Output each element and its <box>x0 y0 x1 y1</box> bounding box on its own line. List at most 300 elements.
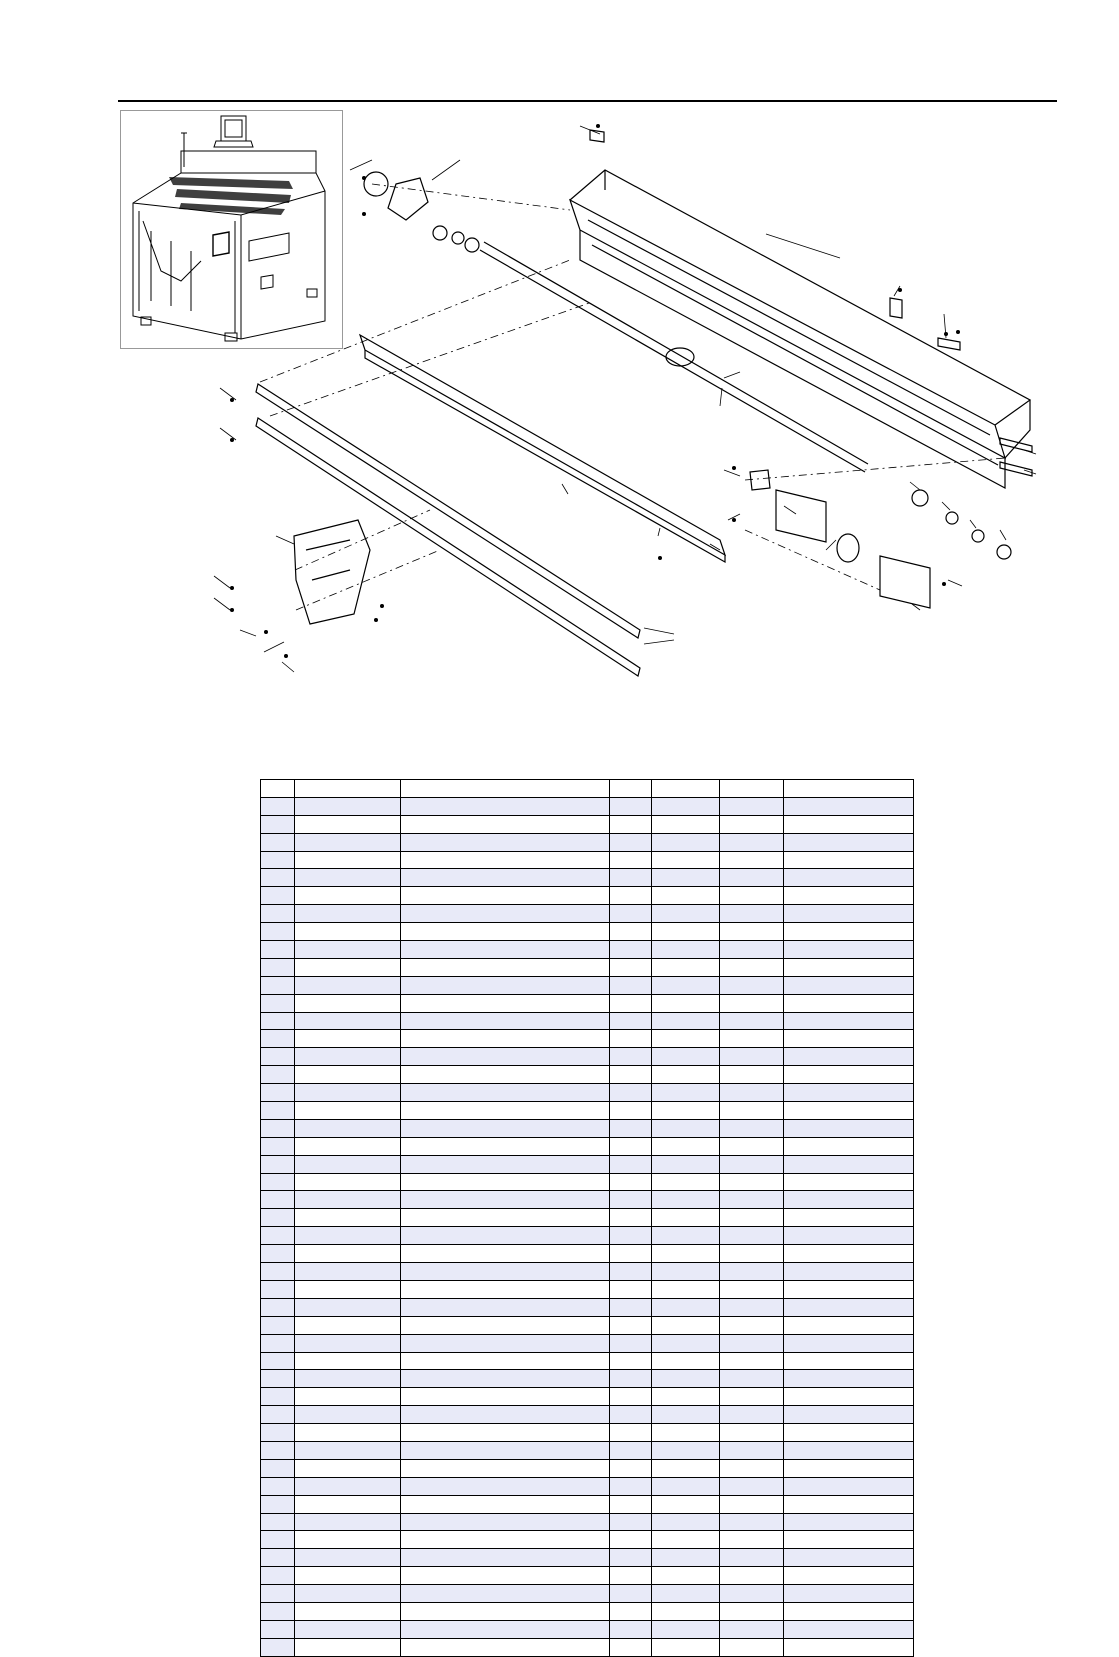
table-cell <box>720 923 784 941</box>
table-cell <box>720 1227 784 1245</box>
table-cell <box>720 1048 784 1066</box>
table-cell <box>652 1334 720 1352</box>
table-cell <box>295 1531 401 1549</box>
table-cell <box>720 1316 784 1334</box>
table-cell <box>610 1263 652 1281</box>
table-cell <box>295 1245 401 1263</box>
table-cell <box>261 1441 295 1459</box>
table-cell <box>610 1084 652 1102</box>
table-cell <box>784 994 914 1012</box>
table-cell <box>401 869 610 887</box>
table-cell <box>295 976 401 994</box>
table-cell <box>261 958 295 976</box>
table-cell <box>610 833 652 851</box>
table-cell <box>401 1602 610 1620</box>
table-cell <box>261 1585 295 1603</box>
table-cell <box>784 1602 914 1620</box>
table-cell <box>401 1441 610 1459</box>
table-cell <box>295 1513 401 1531</box>
table-row <box>261 1424 914 1442</box>
table-cell <box>261 1245 295 1263</box>
table-cell <box>784 1119 914 1137</box>
table-cell <box>652 1084 720 1102</box>
table-cell <box>720 1388 784 1406</box>
table-cell <box>401 1245 610 1263</box>
table-cell <box>295 1549 401 1567</box>
table-cell <box>401 887 610 905</box>
table-cell <box>784 923 914 941</box>
table-row <box>261 1441 914 1459</box>
column-header <box>652 780 720 798</box>
table-cell <box>784 833 914 851</box>
table-cell <box>401 1173 610 1191</box>
table-cell <box>652 1191 720 1209</box>
table-cell <box>401 1012 610 1030</box>
table-cell <box>720 1531 784 1549</box>
table-cell <box>720 994 784 1012</box>
table-row <box>261 1585 914 1603</box>
table-cell <box>784 1191 914 1209</box>
table-cell <box>720 1370 784 1388</box>
table-cell <box>610 797 652 815</box>
table-cell <box>720 1245 784 1263</box>
table-cell <box>295 1280 401 1298</box>
table-cell <box>295 887 401 905</box>
table-cell <box>652 1441 720 1459</box>
table-cell <box>784 1513 914 1531</box>
table-cell <box>652 941 720 959</box>
table-row <box>261 1030 914 1048</box>
table-cell <box>401 815 610 833</box>
table-cell <box>784 1137 914 1155</box>
table-cell <box>784 1567 914 1585</box>
table-row <box>261 815 914 833</box>
table-cell <box>784 1424 914 1442</box>
table-cell <box>261 1048 295 1066</box>
table-cell <box>652 1298 720 1316</box>
table-cell <box>401 1263 610 1281</box>
table-cell <box>261 1173 295 1191</box>
table-cell <box>652 1102 720 1120</box>
table-cell <box>295 1585 401 1603</box>
table-cell <box>610 1495 652 1513</box>
table-cell <box>652 958 720 976</box>
table-cell <box>295 1155 401 1173</box>
table-cell <box>652 1048 720 1066</box>
table-row <box>261 1352 914 1370</box>
table-cell <box>295 1441 401 1459</box>
table-cell <box>610 1459 652 1477</box>
table-cell <box>610 1602 652 1620</box>
table-cell <box>295 1459 401 1477</box>
table-cell <box>720 1352 784 1370</box>
table-cell <box>652 1638 720 1656</box>
table-cell <box>784 797 914 815</box>
column-header <box>295 780 401 798</box>
table-cell <box>261 1370 295 1388</box>
table-cell <box>610 923 652 941</box>
table-cell <box>610 1280 652 1298</box>
table-cell <box>610 1441 652 1459</box>
table-cell <box>401 1030 610 1048</box>
table-cell <box>401 1119 610 1137</box>
table-cell <box>261 976 295 994</box>
table-cell <box>652 869 720 887</box>
table-cell <box>652 1406 720 1424</box>
table-cell <box>295 1263 401 1281</box>
table-row <box>261 869 914 887</box>
table-cell <box>261 923 295 941</box>
table-cell <box>720 1567 784 1585</box>
column-header <box>261 780 295 798</box>
table-cell <box>652 1513 720 1531</box>
table-cell <box>720 1334 784 1352</box>
table-cell <box>610 1352 652 1370</box>
table-cell <box>401 976 610 994</box>
table-row <box>261 905 914 923</box>
table-cell <box>610 1585 652 1603</box>
table-cell <box>720 1084 784 1102</box>
table-row <box>261 1119 914 1137</box>
table-cell <box>261 1477 295 1495</box>
table-cell <box>295 1137 401 1155</box>
table-cell <box>784 1316 914 1334</box>
table-row <box>261 1280 914 1298</box>
table-cell <box>652 923 720 941</box>
table-cell <box>401 833 610 851</box>
table-row <box>261 923 914 941</box>
table-cell <box>401 1531 610 1549</box>
table-cell <box>610 1334 652 1352</box>
table-cell <box>784 1388 914 1406</box>
table-cell <box>652 1227 720 1245</box>
table-cell <box>261 1263 295 1281</box>
table-row <box>261 1549 914 1567</box>
table-cell <box>784 958 914 976</box>
table-cell <box>784 1263 914 1281</box>
table-cell <box>261 1334 295 1352</box>
table-cell <box>401 797 610 815</box>
table-cell <box>295 1012 401 1030</box>
table-cell <box>295 833 401 851</box>
table-cell <box>401 1477 610 1495</box>
table-cell <box>295 923 401 941</box>
table-cell <box>610 1298 652 1316</box>
table-cell <box>295 1388 401 1406</box>
table-cell <box>720 1263 784 1281</box>
table-cell <box>720 1620 784 1638</box>
column-header <box>784 780 914 798</box>
table-cell <box>295 1209 401 1227</box>
table-cell <box>610 1370 652 1388</box>
table-cell <box>401 1084 610 1102</box>
table-cell <box>610 1620 652 1638</box>
table-cell <box>652 815 720 833</box>
table-cell <box>295 1048 401 1066</box>
table-row <box>261 1263 914 1281</box>
table-cell <box>401 1459 610 1477</box>
table-cell <box>401 1495 610 1513</box>
table-cell <box>295 1102 401 1120</box>
table-cell <box>401 1209 610 1227</box>
table-cell <box>295 1424 401 1442</box>
table-cell <box>610 1012 652 1030</box>
table-cell <box>261 1388 295 1406</box>
table-cell <box>784 851 914 869</box>
table-cell <box>261 1137 295 1155</box>
header-rule <box>118 100 1057 102</box>
table-cell <box>261 1316 295 1334</box>
table-cell <box>261 1030 295 1048</box>
table-row <box>261 1155 914 1173</box>
table-cell <box>720 1585 784 1603</box>
table-cell <box>784 1352 914 1370</box>
table-cell <box>261 1620 295 1638</box>
table-cell <box>261 1119 295 1137</box>
table-cell <box>261 1567 295 1585</box>
table-cell <box>720 1406 784 1424</box>
table-cell <box>261 815 295 833</box>
table-cell <box>784 1012 914 1030</box>
table-row <box>261 958 914 976</box>
table-cell <box>784 1370 914 1388</box>
table-cell <box>610 1191 652 1209</box>
table-cell <box>652 1173 720 1191</box>
table-cell <box>652 851 720 869</box>
table-cell <box>720 1191 784 1209</box>
table-cell <box>720 976 784 994</box>
table-cell <box>610 1477 652 1495</box>
table-cell <box>720 1638 784 1656</box>
table-cell <box>295 994 401 1012</box>
table-cell <box>261 1298 295 1316</box>
table-cell <box>784 1585 914 1603</box>
table-cell <box>652 905 720 923</box>
table-cell <box>720 905 784 923</box>
table-cell <box>261 1424 295 1442</box>
table-cell <box>401 1298 610 1316</box>
table-cell <box>401 1352 610 1370</box>
column-header <box>401 780 610 798</box>
table-cell <box>784 1227 914 1245</box>
table-cell <box>295 1638 401 1656</box>
table-cell <box>784 1531 914 1549</box>
table-cell <box>652 887 720 905</box>
table-cell <box>401 1567 610 1585</box>
table-cell <box>261 1102 295 1120</box>
table-cell <box>720 1549 784 1567</box>
table-cell <box>295 1602 401 1620</box>
table-cell <box>401 905 610 923</box>
table-cell <box>610 976 652 994</box>
table-cell <box>295 1477 401 1495</box>
table-cell <box>652 1620 720 1638</box>
table-row <box>261 1531 914 1549</box>
table-cell <box>401 1513 610 1531</box>
table-cell <box>720 1102 784 1120</box>
table-cell <box>784 1155 914 1173</box>
table-cell <box>720 1012 784 1030</box>
table-cell <box>652 1477 720 1495</box>
table-row <box>261 1227 914 1245</box>
table-cell <box>610 1638 652 1656</box>
table-cell <box>261 1495 295 1513</box>
table-row <box>261 851 914 869</box>
table-cell <box>261 797 295 815</box>
table-cell <box>295 1352 401 1370</box>
table-cell <box>610 1513 652 1531</box>
table-row <box>261 976 914 994</box>
table-cell <box>261 905 295 923</box>
table-cell <box>401 1638 610 1656</box>
table-cell <box>261 1638 295 1656</box>
exploded-view <box>200 110 1100 710</box>
table-cell <box>784 905 914 923</box>
table-cell <box>720 1477 784 1495</box>
table-cell <box>784 1334 914 1352</box>
table-cell <box>295 1620 401 1638</box>
table-cell <box>784 1030 914 1048</box>
table-cell <box>401 941 610 959</box>
table-cell <box>784 1459 914 1477</box>
table-row <box>261 1334 914 1352</box>
table-row <box>261 797 914 815</box>
table-cell <box>401 923 610 941</box>
table-cell <box>401 1137 610 1155</box>
table-cell <box>720 1137 784 1155</box>
table-cell <box>784 976 914 994</box>
table-cell <box>720 797 784 815</box>
table-cell <box>295 869 401 887</box>
table-cell <box>261 1406 295 1424</box>
table-cell <box>784 1638 914 1656</box>
table-cell <box>261 851 295 869</box>
table-cell <box>652 1424 720 1442</box>
table-cell <box>784 1495 914 1513</box>
table-cell <box>720 1513 784 1531</box>
table-cell <box>720 1119 784 1137</box>
table-cell <box>261 1155 295 1173</box>
table-cell <box>610 941 652 959</box>
table-row <box>261 1370 914 1388</box>
table-cell <box>401 1549 610 1567</box>
table-cell <box>261 1602 295 1620</box>
table-cell <box>261 1280 295 1298</box>
table-cell <box>720 1280 784 1298</box>
table-cell <box>652 1388 720 1406</box>
table-cell <box>401 994 610 1012</box>
table-cell <box>784 1066 914 1084</box>
table-cell <box>784 1245 914 1263</box>
table-row <box>261 1137 914 1155</box>
table-cell <box>261 1549 295 1567</box>
table-cell <box>401 1585 610 1603</box>
table-cell <box>295 851 401 869</box>
table-cell <box>610 815 652 833</box>
table-cell <box>261 1066 295 1084</box>
table-row <box>261 887 914 905</box>
table-cell <box>652 1155 720 1173</box>
table-cell <box>652 1137 720 1155</box>
table-row <box>261 1012 914 1030</box>
table-cell <box>610 1119 652 1137</box>
table-row <box>261 1513 914 1531</box>
table-cell <box>401 1388 610 1406</box>
table-cell <box>784 815 914 833</box>
table-cell <box>720 1066 784 1084</box>
table-cell <box>295 1406 401 1424</box>
table-cell <box>610 1245 652 1263</box>
table-row <box>261 1638 914 1656</box>
exploded-view-drawing <box>200 110 1100 710</box>
table-cell <box>401 1370 610 1388</box>
table-body <box>261 797 914 1656</box>
table-cell <box>610 1048 652 1066</box>
table-cell <box>261 1084 295 1102</box>
table-header-row <box>261 780 914 798</box>
table-cell <box>652 1370 720 1388</box>
table-row <box>261 1298 914 1316</box>
table-cell <box>610 1137 652 1155</box>
table-cell <box>261 833 295 851</box>
table-cell <box>720 1424 784 1442</box>
table-cell <box>401 1102 610 1120</box>
table-cell <box>784 941 914 959</box>
table-cell <box>261 1012 295 1030</box>
table-row <box>261 1102 914 1120</box>
table-cell <box>610 1388 652 1406</box>
table-cell <box>261 941 295 959</box>
table-row <box>261 1388 914 1406</box>
table-cell <box>295 1495 401 1513</box>
table-row <box>261 1084 914 1102</box>
table-cell <box>261 1531 295 1549</box>
table-cell <box>401 1227 610 1245</box>
table-cell <box>652 1263 720 1281</box>
table-row <box>261 1567 914 1585</box>
column-header <box>610 780 652 798</box>
table-cell <box>652 797 720 815</box>
table-cell <box>610 1227 652 1245</box>
table-cell <box>401 1191 610 1209</box>
table-cell <box>720 869 784 887</box>
table-cell <box>652 976 720 994</box>
table-cell <box>401 851 610 869</box>
table-cell <box>652 833 720 851</box>
table-cell <box>610 1102 652 1120</box>
table-cell <box>295 1334 401 1352</box>
table-row <box>261 1477 914 1495</box>
table-cell <box>784 1280 914 1298</box>
table-cell <box>720 941 784 959</box>
table-cell <box>610 1406 652 1424</box>
table-cell <box>295 958 401 976</box>
table-cell <box>784 1620 914 1638</box>
table-cell <box>261 1227 295 1245</box>
table-cell <box>784 1441 914 1459</box>
table-cell <box>720 1030 784 1048</box>
table-cell <box>261 1191 295 1209</box>
table-row <box>261 1209 914 1227</box>
table-cell <box>652 1209 720 1227</box>
table-cell <box>295 815 401 833</box>
table-cell <box>784 1173 914 1191</box>
table-cell <box>295 1316 401 1334</box>
table-cell <box>401 1620 610 1638</box>
table-row <box>261 1245 914 1263</box>
table-cell <box>401 1066 610 1084</box>
table-cell <box>610 1155 652 1173</box>
